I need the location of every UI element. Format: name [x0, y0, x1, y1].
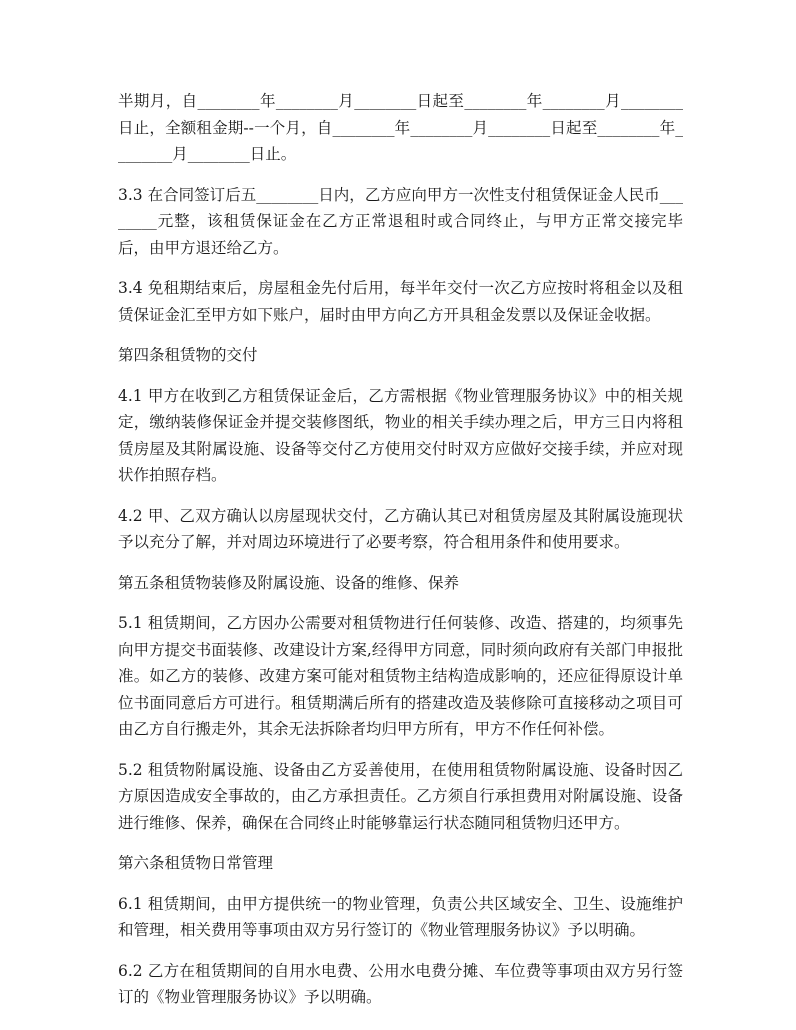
paragraph-4-1: 4.1 甲方在收到乙方租赁保证金后，乙方需根据《物业管理服务协议》中的相关规定，缴纳装修保证金并提交装修图纸，物业的相关手续办理之后，甲方三日内将租赁房屋及其附属设施、设备等交付乙方使用交付时双方应做好交接手续，并应对现状作拍照存档。 [118, 386, 683, 484]
paragraph-6-2: 6.2 乙方在租赁期间的自用水电费、公用水电费分摊、车位费等事项由双方另行签订的《物业管理服务协议》予以明确。 [118, 961, 683, 1006]
paragraph-3-3: 3.3 在合同签订后五________日内，乙方应向甲方一次性支付租赁保证金人民币________元整，该租赁保证金在乙方正常退租时或合同终止，与甲方正常交接完毕后，由甲方退还给乙方。 [118, 185, 683, 257]
paragraph-3-4: 3.4 免租期结束后，房屋租金先付后用，每半年交付一次乙方应按时将租金以及租赁保证金汇至甲方如下账户，届时由甲方向乙方开具租金发票以及保证金收据。 [118, 279, 683, 324]
document-page [118, 88, 683, 1025]
paragraph-4-2: 4.2 甲、乙双方确认以房屋现状交付，乙方确认其已对租赁房屋及其附属设施现状予以充分了解，并对周边环境进行了必要考察，符合租用条件和使用要求。 [118, 506, 683, 551]
paragraph-rent-period: 半期月，自________年________月________日起至________年________月________日止，全额租金期--一个月，自________年________月________日起至________年________月________日止。 [118, 92, 683, 163]
section-heading-4: 第四条租赁物的交付 [118, 346, 258, 364]
section-heading-6: 第六条租赁物日常管理 [118, 854, 274, 872]
paragraph-5-2: 5.2 租赁物附属设施、设备由乙方妥善使用，在使用租赁物附属设施、设备时因乙方原因造成安全事故的，由乙方承担责任。乙方须自行承担费用对附属设施、设备进行维修、保养，确保在合同终止时能够靠运行状态随同租赁物归还甲方。 [118, 760, 683, 832]
paragraph-6-1: 6.1 租赁期间，由甲方提供统一的物业管理，负责公共区域安全、卫生、设施维护和管理，相关费用等事项由双方另行签订的《物业管理服务协议》予以明确。 [118, 894, 683, 939]
section-heading-5: 第五条租赁物装修及附属设施、设备的维修、保养 [118, 573, 460, 592]
paragraph-5-1: 5.1 租赁期间，乙方因办公需要对租赁物进行任何装修、改造、搭建的，均须事先向甲方提交书面装修、改建设计方案,经得甲方同意，同时须向政府有关部门申报批准。如乙方的装修、改建方案可能对租赁物主结构造成影响的，还应征得原设计单位书面同意后方可进行。租赁期满后所有的搭建改造及装修除可直接移动之项目可由乙方自行搬走外，其余无法拆除者均归甲方所有，甲方不作任何补偿。 [118, 614, 683, 738]
